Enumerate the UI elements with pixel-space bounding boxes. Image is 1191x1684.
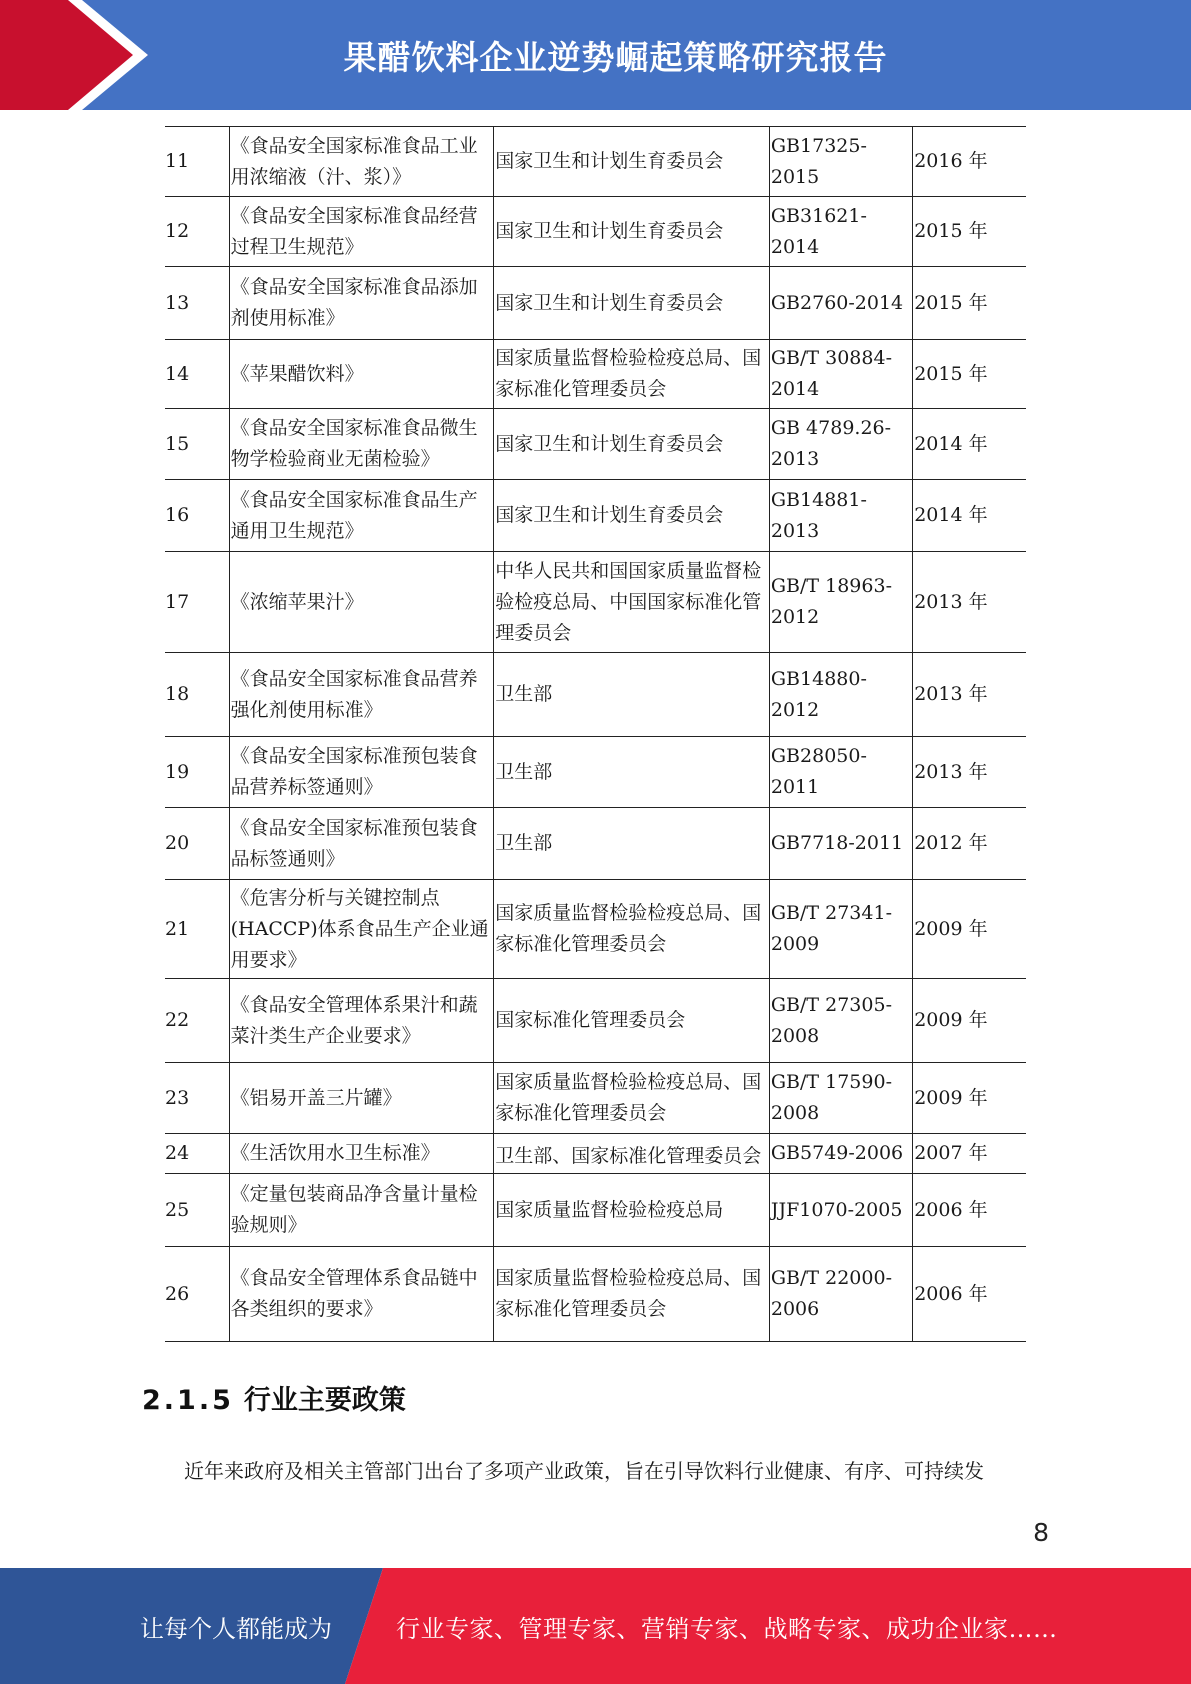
standard-name: 《苹果醋饮料》: [229, 340, 494, 409]
effective-year: 2006 年: [913, 1247, 1026, 1342]
issuing-authority: 卫生部: [494, 737, 770, 808]
row-number: 22: [165, 979, 229, 1063]
issuing-authority: 国家质量监督检验检疫总局、国家标准化管理委员会: [494, 340, 770, 409]
table-row: [165, 267, 1026, 340]
table-row: [165, 552, 1026, 653]
row-number: 11: [165, 127, 229, 197]
row-number: 21: [165, 880, 229, 979]
header-chevron-decoration: [0, 0, 160, 110]
effective-year: 2009 年: [913, 880, 1026, 979]
section-heading: [142, 1378, 406, 1417]
standard-name: 《食品安全国家标准食品添加剂使用标准》: [229, 267, 494, 340]
footer-banner: [0, 1568, 1191, 1684]
standard-code: GB 4789.26-2013: [769, 409, 912, 480]
table-row: [165, 340, 1026, 409]
standard-name: 《食品安全国家标准食品营养强化剂使用标准》: [229, 653, 494, 737]
effective-year: 2016 年: [913, 127, 1026, 197]
issuing-authority: 国家卫生和计划生育委员会: [494, 197, 770, 267]
row-number: 18: [165, 653, 229, 737]
table-row: [165, 1063, 1026, 1134]
row-number: 16: [165, 480, 229, 552]
footer-slogan-right: 行业专家、管理专家、营销专家、战略专家、成功企业家……: [396, 1614, 1058, 1643]
table-row: [165, 480, 1026, 552]
header-banner: [0, 0, 1191, 110]
standard-code: GB14881-2013: [769, 480, 912, 552]
issuing-authority: 国家卫生和计划生育委员会: [494, 409, 770, 480]
standard-name: 《食品安全管理体系果汁和蔬菜汁类生产企业要求》: [229, 979, 494, 1063]
table-row: [165, 1174, 1026, 1247]
issuing-authority: 卫生部: [494, 653, 770, 737]
row-number: 25: [165, 1174, 229, 1247]
effective-year: 2015 年: [913, 267, 1026, 340]
standard-code: GB/T 27341-2009: [769, 880, 912, 979]
table-row: [165, 1247, 1026, 1342]
issuing-authority: 国家卫生和计划生育委员会: [494, 480, 770, 552]
row-number: 24: [165, 1134, 229, 1174]
standard-code: GB/T 18963-2012: [769, 552, 912, 653]
table-row: [165, 979, 1026, 1063]
issuing-authority: 国家质量监督检验检疫总局、国家标准化管理委员会: [494, 1063, 770, 1134]
standard-name: 《食品安全国家标准食品微生物学检验商业无菌检验》: [229, 409, 494, 480]
effective-year: 2012 年: [913, 808, 1026, 880]
row-number: 17: [165, 552, 229, 653]
issuing-authority: 卫生部、国家标准化管理委员会: [495, 1144, 762, 1167]
row-number: 20: [165, 808, 229, 880]
standard-code: GB/T 17590-2008: [769, 1063, 912, 1134]
standard-name: 《食品安全管理体系食品链中各类组织的要求》: [229, 1247, 494, 1342]
table-row: [165, 737, 1026, 808]
table-row: [165, 127, 1026, 197]
standard-name: 《食品安全国家标准食品生产通用卫生规范》: [229, 480, 494, 552]
body-paragraph: 近年来政府及相关主管部门出台了多项产业政策，旨在引导饮料行业健康、有序、可持续发: [184, 1459, 984, 1483]
issuing-authority: 国家质量监督检验检疫总局、国家标准化管理委员会: [494, 1247, 770, 1342]
effective-year: 2006 年: [913, 1174, 1026, 1247]
standard-name: 《生活饮用水卫生标准》: [229, 1134, 494, 1174]
standard-code: GB5749-2006: [769, 1134, 912, 1174]
table-row: [165, 197, 1026, 267]
row-number: 13: [165, 267, 229, 340]
page-number: 8: [1033, 1518, 1049, 1547]
row-number: 12: [165, 197, 229, 267]
table-row: [165, 808, 1026, 880]
row-number: 23: [165, 1063, 229, 1134]
standard-name: 《铝易开盖三片罐》: [229, 1063, 494, 1134]
standard-code: GB2760-2014: [769, 267, 912, 340]
effective-year: 2013 年: [913, 653, 1026, 737]
row-number: 15: [165, 409, 229, 480]
effective-year: 2014 年: [913, 409, 1026, 480]
standard-name: 《食品安全国家标准预包装食品标签通则》: [229, 808, 494, 880]
standard-name: 《食品安全国家标准食品经营过程卫生规范》: [229, 197, 494, 267]
issuing-authority: 卫生部: [494, 808, 770, 880]
standard-code: GB/T 22000-2006: [769, 1247, 912, 1342]
effective-year: 2007 年: [913, 1134, 1026, 1174]
standard-code: GB31621-2014: [769, 197, 912, 267]
effective-year: 2013 年: [913, 552, 1026, 653]
standards-table: [165, 126, 1026, 1342]
standard-name: 《浓缩苹果汁》: [229, 552, 494, 653]
row-number: 14: [165, 340, 229, 409]
issuing-authority: 国家质量监督检验检疫总局: [494, 1174, 770, 1247]
effective-year: 2013 年: [913, 737, 1026, 808]
table-row: [165, 1134, 1026, 1174]
issuing-authority: 国家卫生和计划生育委员会: [494, 267, 770, 340]
effective-year: 2009 年: [913, 979, 1026, 1063]
report-title: 果醋饮料企业逆势崛起策略研究报告: [343, 37, 888, 77]
standard-code: GB/T 27305-2008: [769, 979, 912, 1063]
effective-year: 2009 年: [913, 1063, 1026, 1134]
standard-code: GB/T 30884-2014: [769, 340, 912, 409]
issuing-authority: 国家质量监督检验检疫总局、国家标准化管理委员会: [494, 880, 770, 979]
effective-year: 2015 年: [913, 197, 1026, 267]
standard-code: GB14880-2012: [769, 653, 912, 737]
standard-name: 《食品安全国家标准预包装食品营养标签通则》: [229, 737, 494, 808]
issuing-authority: 国家标准化管理委员会: [494, 979, 770, 1063]
table-row: [165, 880, 1026, 979]
table-row: [165, 409, 1026, 480]
standard-code: GB7718-2011: [769, 808, 912, 880]
issuing-authority: 国家卫生和计划生育委员会: [494, 127, 770, 197]
row-number: 19: [165, 737, 229, 808]
effective-year: 2015 年: [913, 340, 1026, 409]
standard-name: 《危害分析与关键控制点(HACCP)体系食品生产企业通用要求》: [229, 880, 494, 979]
table-row: [165, 653, 1026, 737]
footer-slogan-left: 让每个人都能成为: [140, 1614, 332, 1643]
section-number: 2.1.5: [142, 1385, 234, 1416]
standard-code: GB17325-2015: [769, 127, 912, 197]
issuing-authority: 中华人民共和国国家质量监督检验检疫总局、中国国家标准化管理委员会: [494, 552, 770, 653]
section-title: 行业主要政策: [243, 1385, 406, 1416]
standard-code: GB28050-2011: [769, 737, 912, 808]
standard-code: JJF1070-2005: [769, 1174, 912, 1247]
standard-name: 《定量包装商品净含量计量检验规则》: [229, 1174, 494, 1247]
row-number: 26: [165, 1247, 229, 1342]
standard-name: 《食品安全国家标准食品工业用浓缩液（汁、浆）》: [229, 127, 494, 197]
effective-year: 2014 年: [913, 480, 1026, 552]
